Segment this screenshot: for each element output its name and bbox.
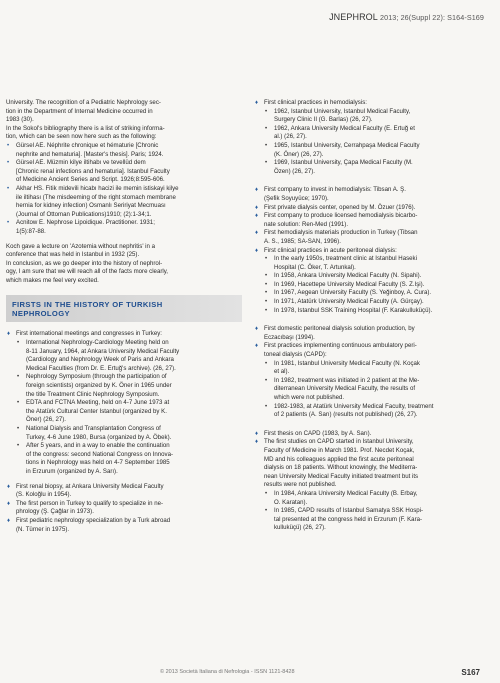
sub-item: • In 1982, treatment was initiated in 2 patient at the Me- diterranean University Medical Faculty, the results of which were not published. (265, 376, 420, 401)
bib-item: • Acnitow E. Nephrose Lipoidique. Practitioner. 1931; 1(5):87-88. (7, 219, 155, 235)
diamond-icon: ♦ (255, 100, 259, 106)
sub-item: • National Dialysis and Transplantation Congress of Turkey, 4-6 June 1980, Bursa (organized by A. Öbek). (17, 425, 172, 441)
sub-item: • In 1978, Istanbul SSK Training Hospital (F. Karakulluküçü). (265, 306, 433, 314)
right-column (254, 99, 486, 533)
list-item: ♦ First renal biopsy, at Ankara University Medical Faculty (S. Koloğlu in 1954). (7, 482, 164, 499)
diamond-icon: ♦ (255, 213, 259, 220)
bullet-icon: • (265, 490, 268, 497)
hemodialysis-list (254, 99, 486, 176)
sub-item: • 1965, Istanbul University, Cerrahpaşa Medical Faculty (K. Öner) (26, 27). (265, 141, 420, 158)
bullet-icon: • (265, 125, 268, 132)
sub-item: • 1982-1983, at Atatürk University Medical Faculty, treatment of 2 patients (A. Sarı) (results not published) (26, 27). (265, 402, 434, 419)
intro-paragraph (6, 99, 236, 142)
journal-name: JNEPHROL (329, 12, 378, 22)
bullet-icon: • (17, 400, 20, 407)
list-item: ♦ First domestic peritoneal dialysis solution production, by Eczacıbaşı (1994). (255, 325, 415, 341)
list-item: ♦ First clinical practices in hemodialysis: (255, 99, 367, 106)
bib-item: • Gürsel AE. Néphrite chronique et hématurie [Chronic nephrite and hematuria]. [Master's thesis]. Paris; 1924. (7, 141, 164, 158)
bullet-icon: • (265, 290, 268, 297)
text-line: Koch gave a lecture on 'Azotemia without nephritis' in a (6, 242, 155, 250)
company-list (254, 186, 486, 315)
bullet-icon: • (265, 307, 268, 314)
bullet-icon: • (265, 273, 268, 280)
running-header (329, 12, 484, 22)
diamond-icon: ♦ (255, 430, 259, 437)
text-line: 1983 (30). (6, 116, 34, 124)
diamond-icon: ♦ (7, 331, 11, 338)
text-line: In conclusion, as we go deeper into the history of nephrol- (6, 259, 163, 267)
bullet-icon: • (265, 377, 268, 384)
list-item: ♦ First international meetings and congresses in Turkey: (7, 330, 162, 338)
sub-item: • After 5 years, and in a way to enable the continuation of the congress: second National Congress on Innova- tions in Nephrology was held on 4-7 September 1985 in Erzurum (organized by A. Sarı). (17, 442, 174, 475)
text-line: tion in the Department of Internal Medicine occurred in (6, 107, 153, 115)
sub-item: • Nephrology Symposium (through the participation of foreign scientists) organized by K. Öner in 1965 under the title Treatment Clinic Nephrology Symposium. (17, 373, 172, 398)
list-item: ♦ The first person in Turkey to qualify to specialize in ne- phrology (Ş. Çağlar in 1973). (7, 499, 163, 516)
list-item: ♦ First private dialysis center, opened by M. Özuer (1976). (255, 203, 416, 211)
bullet-icon: • (265, 256, 268, 263)
text-line: ogy, I am sure that we will reach all of the facts more clearly, (6, 268, 168, 276)
sub-item: • 1962, Ankara University Medical Faculty (E. Ertuğ et al.) (26, 27). (265, 124, 415, 141)
bibliography-list (6, 142, 236, 237)
sub-item: • In the early 1950s, treatment clinic at Istanbul Haseki Hospital (C. Öker, T. Artunkal). (265, 255, 417, 271)
bullet-icon: • (265, 508, 268, 515)
diamond-icon: ♦ (255, 439, 259, 446)
sub-item: • 1962, Istanbul University, Istanbul Medical Faculty, Surgery Clinic II (G. Barlas) (26, 27). (265, 107, 411, 124)
text-line: In the Sokol's bibliography there is a list of striking informa- (6, 124, 165, 132)
sub-item: • In 1969, Hacettepe University Medical Faculty (S. Z.Işi). (265, 280, 425, 288)
text-line: conference that was held in Istanbul in 1932 (25). (6, 251, 140, 259)
sub-item: • EDTA and FCTNA Meeting, held on 4-7 June 1973 at the Atatürk Cultural Center Istanbul (organized by K. Öner) (26, 27). (17, 399, 170, 424)
list-item: ♦ The first studies on CAPD started in Istanbul University, Faculty of Medicine in March 1981. Prof. Necdet Koçak, MD and his colleagues applied the first acute peritoneal dialysis on 18 patients. Without knowingly, the Mediterra- nean University Medical Faculty initiated treatment but its results were not published. (255, 438, 419, 489)
bullet-icon: • (265, 108, 268, 115)
sub-item: • In 1967, Aegean University Faculty (S. Yeğinboy, A. Cura). (265, 289, 432, 297)
sub-item: • In 1981, Istanbul University Medical Faculty (N. Koçak et al). (265, 359, 420, 376)
bullet-icon: • (7, 160, 10, 167)
bullet-icon: • (265, 160, 268, 167)
sub-item: • In 1958, Ankara University Medical Faculty (N. Sipahi). (265, 272, 422, 280)
bullet-icon: • (17, 443, 20, 450)
bullet-icon: • (265, 142, 268, 149)
firsts-list-2 (6, 483, 236, 535)
bullet-icon: • (265, 360, 268, 367)
sub-item: • International Nephrology-Cardiology Meeting held on 8-11 January, 1964, at Ankara University Medical Faculty (Cardiology and Nephrology Week of Paris and Ankara Medical Faculties (from Dr. E. Ertuğ's archive). (26, 27). (17, 339, 180, 372)
text-line: University. The recognition of a Pediatric Nephrology sec- (6, 99, 161, 106)
bullet-icon: • (7, 220, 10, 227)
diamond-icon: ♦ (255, 343, 259, 350)
page-number: S167 (461, 668, 480, 677)
list-item: ♦ First pediatric nephrology specialization by a Turk abroad (N. Türner in 1975). (7, 516, 171, 533)
list-item: ♦ First hemodialysis materials production in Turkey (Tibsan A. S., 1985; SA-SAN, 1996). (255, 229, 418, 245)
bullet-icon: • (265, 299, 268, 306)
diamond-icon: ♦ (7, 500, 11, 507)
diamond-icon: ♦ (255, 187, 259, 194)
sub-item: • 1969, Istanbul University, Çapa Medical Faculty (M. Özen) (26, 27). (265, 159, 413, 175)
list-item: ♦ First thesis on CAPD (1983, by A. Sarı). (255, 429, 372, 437)
bullet-icon: • (265, 403, 268, 410)
sub-item: • In 1984, Ankara University Medical Faculty (B. Erbay, O. Karatan). (265, 489, 418, 506)
bullet-icon: • (265, 281, 268, 288)
diamond-icon: ♦ (255, 326, 259, 333)
diamond-icon: ♦ (255, 204, 259, 211)
section-heading: FIRSTS IN THE HISTORY OF TURKISH NEPHROLOGY (6, 295, 242, 322)
diamond-icon: ♦ (255, 247, 259, 254)
bib-item: • Gürsel AE. Müzmin kilye iltihabı ve tevellüd dem [Chronic renal infections and hematuria]. Istanbul Faculty of Medicine Ancient Series and Script. 1926;8:595-606. (7, 159, 170, 184)
list-item: ♦ First company to produce licensed hemodialysis bicarbo- nate solution: Ren-Med (1991). (255, 212, 418, 228)
firsts-list (6, 330, 236, 476)
sub-item: • In 1985, CAPD results of Istanbul Samatya SSK Hospi- tal presented at the congress held in Erzurum (F. Kara- kulluküçü) (26, 27). (265, 507, 424, 532)
list-item: ♦ First company to invest in hemodialysis: Tibsan A. Ş. (Şefik Soyuyüce; 1970). (255, 186, 406, 202)
text-line: tion, which can be seen now here such as the following: (6, 133, 157, 141)
bullet-icon: • (7, 142, 10, 149)
diamond-icon: ♦ (7, 483, 11, 490)
bullet-icon: • (17, 340, 20, 347)
conclusion-paragraph (6, 243, 236, 286)
list-item: ♦ First practices implementing continuous ambulatory peri- toneal dialysis (CAPD): (255, 342, 417, 359)
copyright-footer: © 2013 Società Italiana di Nefrologia - ISSN 1121-8428 (160, 669, 295, 675)
journal-issue: 2013; 26(Suppl 22): S164-S169 (380, 13, 484, 22)
bullet-icon: • (17, 426, 20, 432)
capd-list (254, 325, 486, 420)
diamond-icon: ♦ (255, 230, 259, 237)
sub-item: • In 1971, Atatürk University Medical Faculty (A. Gürçay). (265, 298, 424, 306)
bib-item: • Akhar HS. Fitik midevili hicabı hacizi ile memin istiskayi kilye ile iltihası (The misdeeming of the right stomach membrane hernia for kidney infection) Osmanlı Seririyat Mecmuası (Journal of Ottoman Publications)1910; (2):1-34;1. (7, 184, 179, 218)
thesis-list (254, 430, 486, 533)
left-column (6, 99, 236, 534)
bullet-icon: • (17, 374, 20, 381)
diamond-icon: ♦ (7, 517, 11, 524)
bullet-icon: • (7, 185, 10, 192)
list-item: ♦ First clinical practices in acute peritoneal dialysis: (255, 246, 397, 254)
text-line: which makes me feel very excited. (6, 276, 99, 284)
